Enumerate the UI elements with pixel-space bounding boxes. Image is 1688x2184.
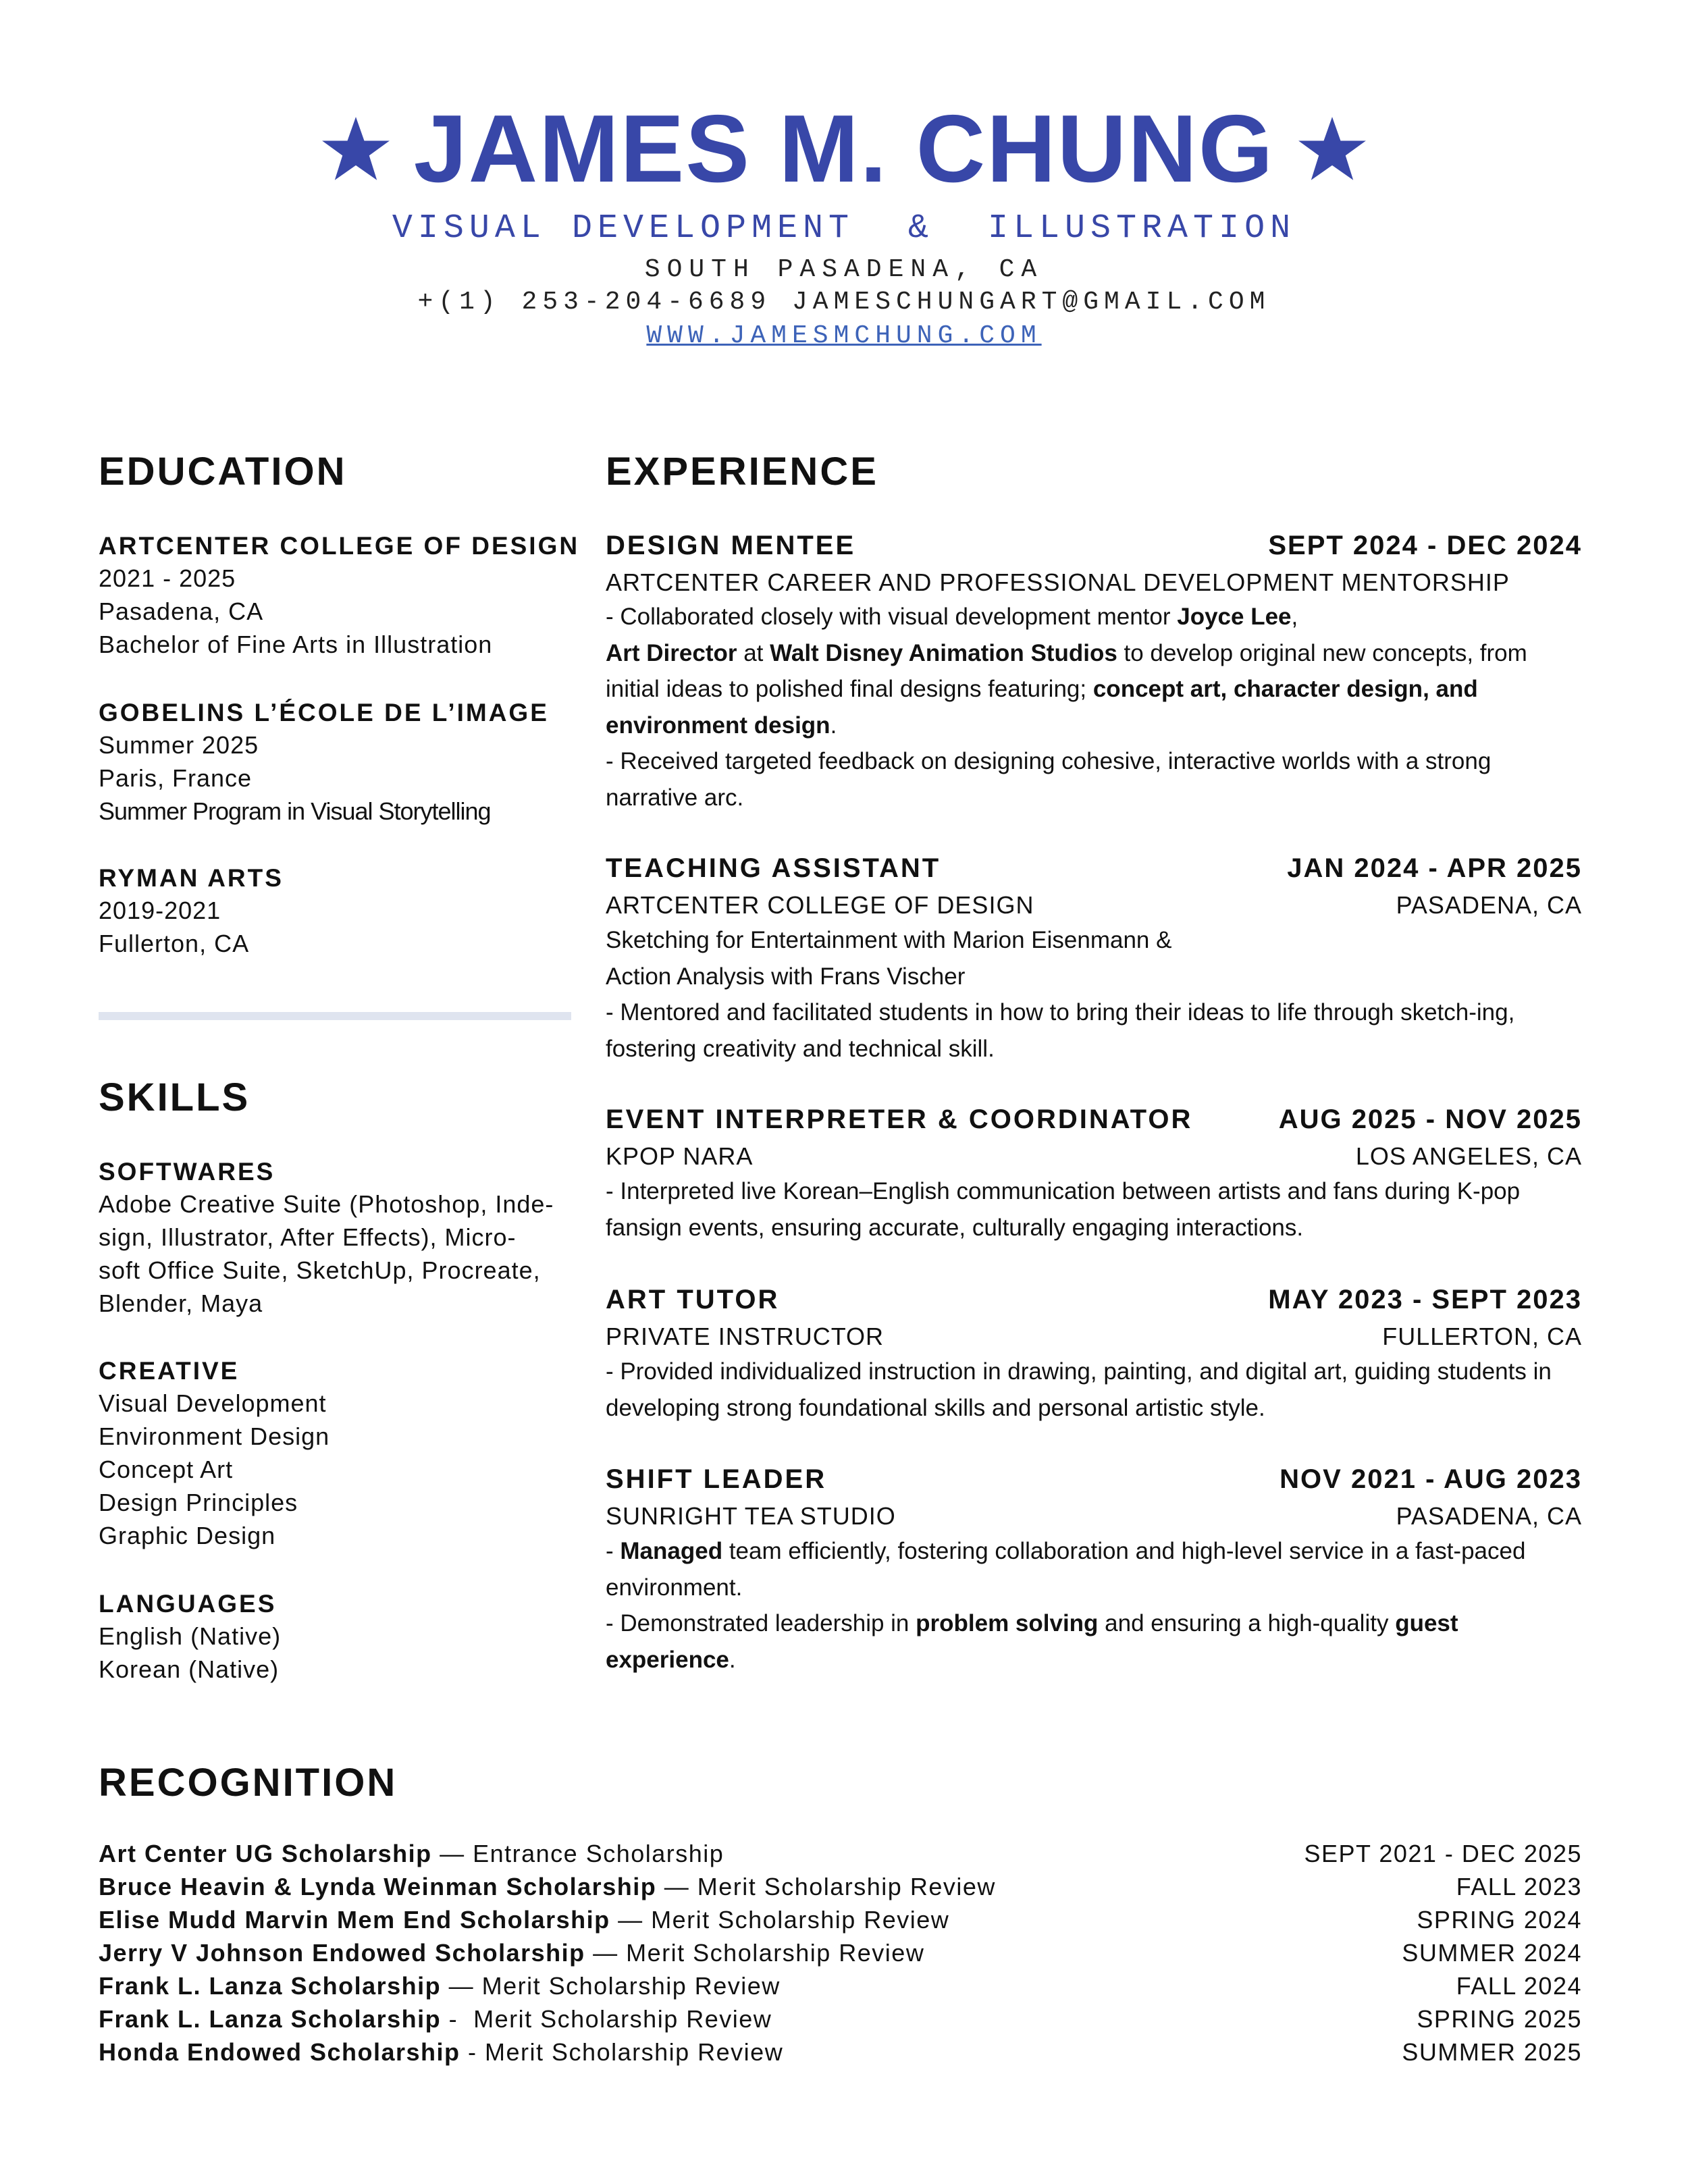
job-dates: SEPT 2024 - DEC 2024 xyxy=(1268,531,1582,560)
list-item: Visual Development xyxy=(99,1389,327,1417)
email-link[interactable]: JAMESCHUNGART@GMAIL.COM xyxy=(791,288,1271,317)
job-title: ART TUTOR xyxy=(606,1285,780,1314)
subtitle-right: ILLUSTRATION xyxy=(988,209,1296,248)
award-name: Jerry V Johnson Endowed Scholarship xyxy=(99,1939,585,1967)
skills-softwares xyxy=(99,1158,571,1320)
job-location: FULLERTON, CA xyxy=(1382,1323,1582,1350)
award-name: Elise Mudd Marvin Mem End Scholarship xyxy=(99,1906,610,1934)
job-header xyxy=(606,1464,1582,1495)
job-org-row xyxy=(606,1323,1582,1351)
award-date: SPRING 2025 xyxy=(1417,2005,1582,2033)
skills-title: SKILLS xyxy=(99,1075,250,1119)
recognition-item xyxy=(99,1873,1582,1901)
award-separator: — xyxy=(610,1906,652,1934)
job-header xyxy=(606,1104,1582,1135)
award-type: Entrance Scholarship xyxy=(473,1840,724,1867)
recognition-item xyxy=(99,2038,1582,2067)
award-date: FALL 2024 xyxy=(1456,1972,1582,2000)
job-org: ARTCENTER CAREER AND PROFESSIONAL DEVELOPMENT MENTORSHIP xyxy=(606,568,1510,596)
experience-title: EXPERIENCE xyxy=(606,450,878,494)
recognition-item xyxy=(99,1972,1582,2000)
text: Sketching for Entertainment with Marion Eisenmann & xyxy=(606,927,1172,953)
job-title: DESIGN MENTEE xyxy=(606,531,856,560)
recognition-item xyxy=(99,2005,1582,2033)
text-bold: Walt Disney Animation Studios xyxy=(770,639,1117,666)
job-dates: AUG 2025 - NOV 2025 xyxy=(1278,1104,1582,1134)
job-title: EVENT INTERPRETER & COORDINATOR xyxy=(606,1104,1193,1134)
list-item: English (Native) xyxy=(99,1622,282,1650)
text-bold: Joyce Lee xyxy=(1177,604,1292,630)
job-dates: NOV 2021 - AUG 2023 xyxy=(1280,1464,1582,1494)
job-description xyxy=(606,922,1582,1067)
text-bold: problem solving xyxy=(916,1610,1099,1636)
school-name: GOBELINS L’ÉCOLE DE L’IMAGE xyxy=(99,699,549,726)
award-separator: — xyxy=(656,1873,697,1900)
section-divider xyxy=(99,1012,571,1020)
text: - Demonstrated leadership in xyxy=(606,1610,916,1636)
text: team efficiently, fostering collaboration and high-level service in a fast-paced environment. xyxy=(606,1538,1526,1601)
subtitle-left: VISUAL DEVELOPMENT xyxy=(392,209,854,248)
job-title: TEACHING ASSISTANT xyxy=(606,853,941,883)
list-item: Concept Art xyxy=(99,1456,234,1483)
award-name: Honda Endowed Scholarship xyxy=(99,2038,460,2066)
award-date: FALL 2023 xyxy=(1456,1873,1582,1900)
award-type: Merit Scholarship Review xyxy=(481,1972,781,2000)
text-bold: Managed xyxy=(620,1538,723,1564)
contact-line xyxy=(0,288,1688,317)
list-item: Blender, Maya xyxy=(99,1289,263,1317)
job-org-row xyxy=(606,568,1582,597)
job-org: PRIVATE INSTRUCTOR xyxy=(606,1323,885,1350)
school-detail: Bachelor of Fine Arts in Illustration xyxy=(99,631,493,658)
list-item: Korean (Native) xyxy=(99,1655,280,1683)
job-header xyxy=(606,853,1582,884)
award-separator: - xyxy=(460,2038,485,2066)
job-location: PASADENA, CA xyxy=(1396,891,1582,919)
languages-heading: LANGUAGES xyxy=(99,1590,277,1618)
job-header xyxy=(606,531,1582,561)
creative-heading: CREATIVE xyxy=(99,1357,240,1385)
skills-creative xyxy=(99,1357,571,1552)
page-title: JAMES M. CHUNG xyxy=(413,95,1275,203)
job-header xyxy=(606,1285,1582,1315)
list-item: Design Principles xyxy=(99,1489,298,1516)
skills-languages xyxy=(99,1590,571,1686)
award-type: Merit Scholarship Review xyxy=(697,1873,996,1900)
award-separator: - xyxy=(441,2005,474,2033)
text: - Collaborated closely with visual development mentor xyxy=(606,604,1178,630)
job-dates: MAY 2023 - SEPT 2023 xyxy=(1268,1285,1582,1314)
award-separator: — xyxy=(585,1939,627,1967)
list-item: Adobe Creative Suite (Photoshop, Inde- xyxy=(99,1190,554,1218)
job-description xyxy=(606,1533,1582,1678)
school-dates: 2019-2021 xyxy=(99,897,221,924)
award-name: Art Center UG Scholarship xyxy=(99,1840,432,1867)
job-org-row xyxy=(606,891,1582,920)
recognition-title: RECOGNITION xyxy=(99,1761,398,1805)
job-location: PASADENA, CA xyxy=(1396,1502,1582,1530)
award-date: SPRING 2024 xyxy=(1417,1906,1582,1934)
education-entry xyxy=(99,699,571,828)
subtitle-ampersand: & xyxy=(908,209,934,248)
education-title: EDUCATION xyxy=(99,450,347,494)
award-date: SUMMER 2025 xyxy=(1402,2038,1582,2066)
job-org: KPOP NARA xyxy=(606,1142,754,1170)
job-org-row xyxy=(606,1142,1582,1171)
text: . xyxy=(729,1646,736,1673)
job-description xyxy=(606,599,1582,816)
school-dates: Summer 2025 xyxy=(99,731,259,759)
subtitle xyxy=(0,209,1688,248)
text: - Provided individualized instruction in drawing, painting, and digital art, guiding students in developing strong foundational skills and personal artistic style. xyxy=(606,1358,1552,1421)
school-name: ARTCENTER COLLEGE OF DESIGN xyxy=(99,532,580,560)
education-entry xyxy=(99,532,580,661)
award-separator: — xyxy=(441,1972,482,2000)
award-name: Frank L. Lanza Scholarship xyxy=(99,2005,442,2033)
school-location: Paris, France xyxy=(99,764,253,792)
list-item: sign, Illustrator, After Effects), Micro- xyxy=(99,1223,517,1251)
award-separator: — xyxy=(431,1840,473,1867)
school-detail: Summer Program in Visual Storytelling xyxy=(99,797,491,825)
text-bold: guest experience xyxy=(606,1610,1458,1673)
softwares-heading: SOFTWARES xyxy=(99,1158,275,1186)
text-bold: concept art, character design, and environment design xyxy=(606,676,1478,739)
text: Action Analysis with Frans Vischer xyxy=(606,963,966,990)
job-org: SUNRIGHT TEA STUDIO xyxy=(606,1502,896,1530)
job-dates: JAN 2024 - APR 2025 xyxy=(1287,853,1582,883)
award-type: Merit Scholarship Review xyxy=(626,1939,925,1967)
job-description xyxy=(606,1173,1582,1246)
list-item: Environment Design xyxy=(99,1422,330,1450)
recognition-item xyxy=(99,1906,1582,1934)
award-name: Bruce Heavin & Lynda Weinman Scholarship xyxy=(99,1873,657,1900)
text: , xyxy=(1291,604,1298,630)
job-org: ARTCENTER COLLEGE OF DESIGN xyxy=(606,891,1034,919)
award-type: Merit Scholarship Review xyxy=(651,1906,950,1934)
award-date: SEPT 2021 - DEC 2025 xyxy=(1304,1840,1582,1867)
website xyxy=(0,321,1688,350)
school-name: RYMAN ARTS xyxy=(99,864,284,892)
text: - xyxy=(606,1538,621,1564)
school-location: Fullerton, CA xyxy=(99,930,250,957)
job-location: LOS ANGELES, CA xyxy=(1355,1142,1582,1170)
text: to develop original new concepts, from initial ideas to polished final designs featuring; xyxy=(606,639,1527,702)
recognition-item xyxy=(99,1939,1582,1967)
job-title: SHIFT LEADER xyxy=(606,1464,827,1494)
text: - Mentored and facilitated students in how to bring their ideas to life through sketch-ing, fostering creativity and technical skill. xyxy=(606,999,1515,1062)
award-name: Frank L. Lanza Scholarship xyxy=(99,1972,442,2000)
school-dates: 2021 - 2025 xyxy=(99,564,236,592)
education-entry xyxy=(99,864,571,960)
job-org-row xyxy=(606,1502,1582,1530)
text: - Interpreted live Korean–English communication between artists and fans during K-pop fansign events, ensuring accurate, culturally engaging interactions. xyxy=(606,1178,1521,1241)
text: . xyxy=(830,712,837,739)
star-icon xyxy=(321,114,391,184)
school-location: Pasadena, CA xyxy=(99,597,264,625)
text: - Received targeted feedback on designing cohesive, interactive worlds with a strong narrative arc. xyxy=(606,748,1492,811)
award-type: Merit Scholarship Review xyxy=(473,2005,772,2033)
text-bold: Art Director xyxy=(606,639,737,666)
award-type: Merit Scholarship Review xyxy=(485,2038,784,2066)
job-description xyxy=(606,1354,1582,1426)
name-header xyxy=(0,95,1688,203)
award-date: SUMMER 2024 xyxy=(1402,1939,1582,1967)
phone: +(1) 253-204-6689 xyxy=(417,288,772,317)
star-icon xyxy=(1297,114,1367,184)
website-link[interactable]: WWW.JAMESMCHUNG.COM xyxy=(646,321,1042,350)
location: SOUTH PASADENA, CA xyxy=(644,255,1044,284)
text: at xyxy=(737,639,770,666)
text: and ensuring a high-quality xyxy=(1098,1610,1396,1636)
list-item: Graphic Design xyxy=(99,1522,276,1549)
recognition-item xyxy=(99,1840,1582,1868)
list-item: soft Office Suite, SketchUp, Procreate, xyxy=(99,1256,541,1284)
